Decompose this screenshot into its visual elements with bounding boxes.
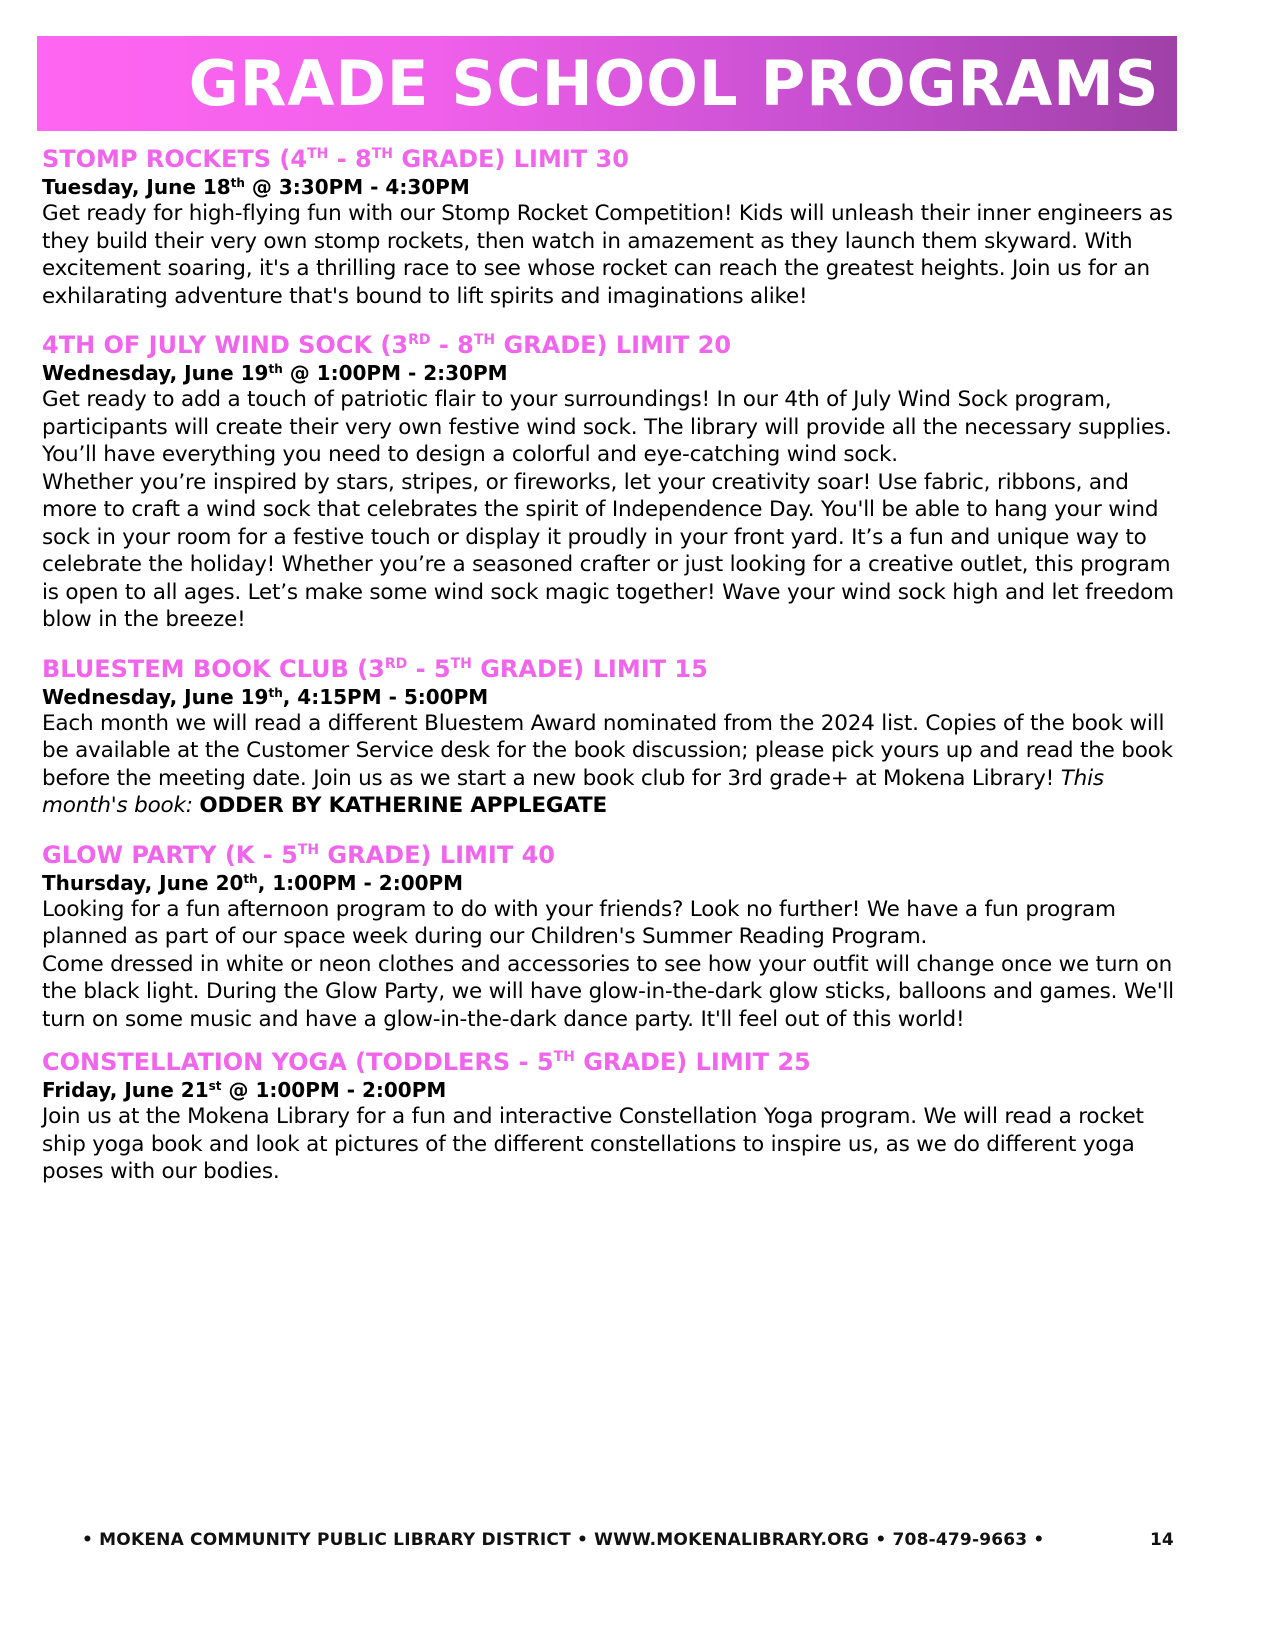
program-date: Thursday, June 20th, 1:00PM - 2:00PM xyxy=(42,870,464,895)
program-description: Whether you’re inspired by stars, stripes, or fireworks, let your creativity soar! Use fabric, ribbons, and more to craft a wind sock that celebrates the spirit of Independence Day. You'll be able to hang your wind sock in your room for a festive touch or display it proudly in your front yard. It’s a fun and unique way to celebrate the holiday! Whether you’re a seasoned crafter or just looking for a creative outlet, this program is open to all ages. Let’s make some wind sock magic together! Wave your wind sock high and let freedom blow in the breeze! xyxy=(42,469,1174,632)
program-description: Get ready for high-flying fun with our Stomp Rocket Competition! Kids will unleash their inner engineers as they build their very own stomp rockets, then watch in amazement as they launch them skyward. With excitement soaring, it's a thrilling race to see whose rocket can reach the greatest heights. Join us for an exhilarating adventure that's bound to lift spirits and imaginations alike! xyxy=(42,201,1173,309)
program-wind-sock xyxy=(42,330,1182,634)
header-banner xyxy=(37,36,1177,131)
program-description: Looking for a fun afternoon program to do with your friends? Look no further! We have a fun program planned as part of our space week during our Children's Summer Reading Program. xyxy=(42,896,1116,949)
program-date: Wednesday, June 19th, 4:15PM - 5:00PM xyxy=(42,684,489,709)
program-description: Join us at the Mokena Library for a fun and interactive Constellation Yoga program. We will read a rocket ship yoga book and look at pictures of the different constellations to inspire us, as we do different yoga poses with our bodies. xyxy=(42,1104,1144,1184)
page-footer xyxy=(0,1530,1275,1560)
book-title: ODDER BY KATHERINE APPLEGATE xyxy=(199,793,607,818)
program-glow-party xyxy=(42,840,1182,1034)
program-title: BLUESTEM BOOK CLUB (3RD - 5TH GRADE) LIMIT 15 xyxy=(42,654,708,683)
footer-contact: • MOKENA COMMUNITY PUBLIC LIBRARY DISTRICT • WWW.MOKENALIBRARY.ORG • 708-479-9663 • xyxy=(82,1530,1045,1550)
program-stomp-rockets xyxy=(42,144,1182,310)
program-date: Wednesday, June 19th @ 1:00PM - 2:30PM xyxy=(42,361,508,385)
program-title: GLOW PARTY (K - 5TH GRADE) LIMIT 40 xyxy=(42,840,555,869)
program-date: Tuesday, June 18th @ 3:30PM - 4:30PM xyxy=(42,175,470,199)
program-title: CONSTELLATION YOGA (TODDLERS - 5TH GRADE) LIMIT 25 xyxy=(42,1048,811,1076)
program-title: STOMP ROCKETS (4TH - 8TH GRADE) LIMIT 30 xyxy=(42,145,629,173)
program-constellation-yoga xyxy=(42,1047,1182,1186)
program-description: Come dressed in white or neon clothes and accessories to see how your outfit will change once we turn on the black light. During the Glow Party, we will have glow-in-the-dark glow sticks, balloons and games. We'll turn on some music and have a glow-in-the-dark dance party. It'll feel out of this world! xyxy=(42,951,1174,1032)
program-description: Get ready to add a touch of patriotic flair to your surroundings! In our 4th of July Wind Sock program, participants will create their very own festive wind sock. The library will provide all the necessary supplies. You’ll have everything you need to design a colorful and eye-catching wind sock. xyxy=(42,387,1172,467)
programs-list xyxy=(42,144,1182,1186)
book-label: This month's book: xyxy=(42,765,1104,818)
page-title: GRADE SCHOOL PROGRAMS xyxy=(188,47,1159,120)
page-number: 14 xyxy=(1150,1530,1174,1550)
program-date: Friday, June 21st @ 1:00PM - 2:00PM xyxy=(42,1078,447,1102)
program-bluestem-book-club xyxy=(42,654,1182,820)
program-title: 4TH OF JULY WIND SOCK (3RD - 8TH GRADE) LIMIT 20 xyxy=(42,331,732,359)
program-description: Each month we will read a different Bluestem Award nominated from the 2024 list. Copies of the book will be available at the Customer Service desk for the book discussion; please pick yours up and read the book before the meeting date. Join us as we start a new book club for 3rd grade+ at Mokena Library! This month's book: ODDER BY KATHERINE APPLEGATE xyxy=(42,710,1173,818)
